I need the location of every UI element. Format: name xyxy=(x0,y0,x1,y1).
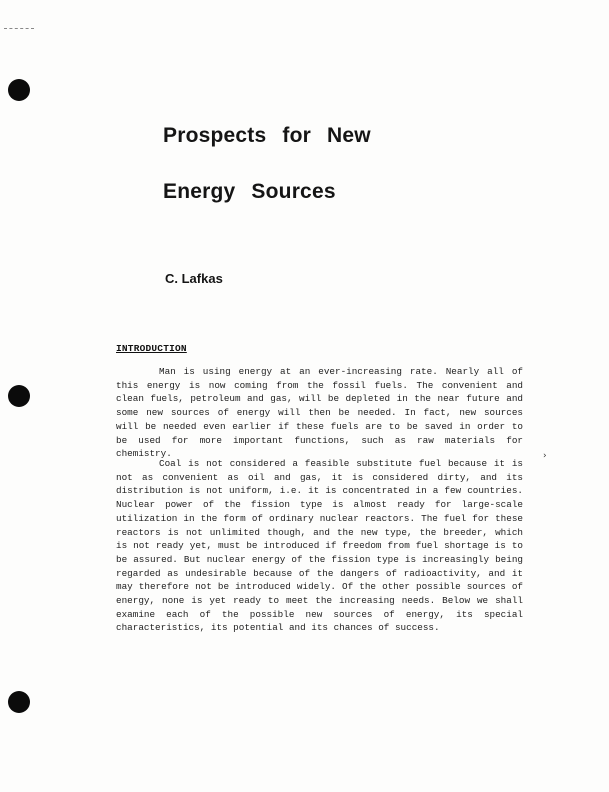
binder-hole-top xyxy=(8,79,30,101)
paragraph-1: Man is using energy at an ever-increasing rate. Nearly all of this energy is now coming from the fossil fuels. The convenient and clean fuels, petroleum and gas, will be depleted in the near future and some new sources of energy will then be needed. In fact, new sources will be needed even earlier if these fuels are to be saved in order to be used for more important functions, such as raw materials for chemistry. xyxy=(116,366,523,460)
paragraph-2: Coal is not considered a feasible substitute fuel because it is not as convenient as oil and gas, it is considered dirty, and its distribution is not uniform, i.e. it is concentrated in a few countries. Nuclear power of the fission type is almost ready for large-scale utilization in the form of ordinary nuclear reactors. The fuel for these reactors is not unlimited though, and the new type, the breeder, which is not ready yet, must be introduced if freedom from fuel shortage is to be assured. But nuclear energy of the fission type is increasingly being regarded as undesirable because of the dangers of radioactivity, and it may therefore not be introduced widely. Of the other possible sources of energy, none is yet ready to meet the increasing needs. Below we shall examine each of the possible new sources of energy, its special characteristics, its potential and its chances of success. xyxy=(116,458,523,634)
author-name: C. Lafkas xyxy=(165,271,223,286)
section-heading: INTRODUCTION xyxy=(116,343,187,354)
margin-mark: › xyxy=(543,451,547,461)
binder-hole-middle xyxy=(8,385,30,407)
title-line-1: Prospects for New xyxy=(163,124,371,147)
scan-mark xyxy=(4,28,34,30)
title-line-2: Energy Sources xyxy=(163,180,336,203)
binder-hole-bottom xyxy=(8,691,30,713)
